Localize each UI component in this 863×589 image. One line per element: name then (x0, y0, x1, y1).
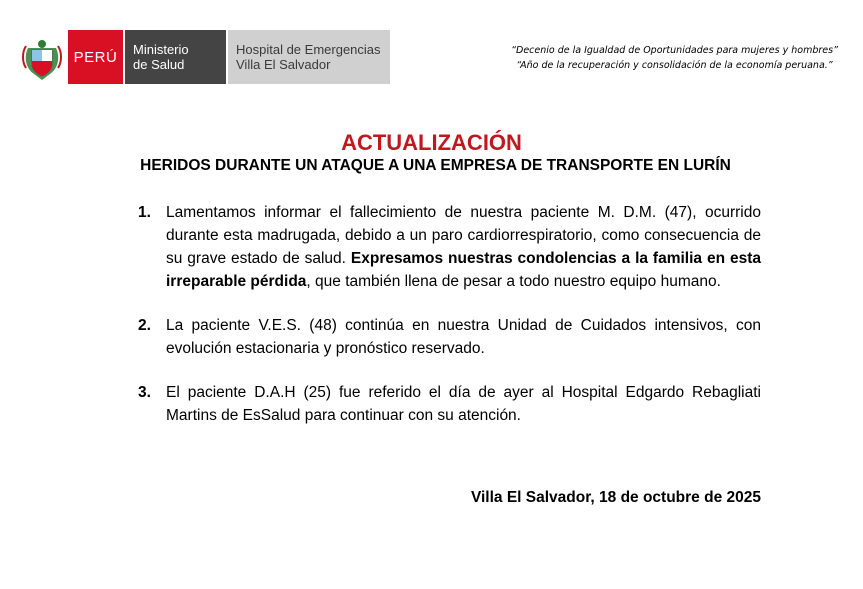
hospital-line-1: Hospital de Emergencias (236, 42, 381, 57)
coat-of-arms-icon (22, 38, 62, 82)
hospital-line-2: Villa El Salvador (236, 57, 331, 72)
ministry-logo (125, 30, 226, 84)
item-number: 1. (138, 204, 151, 221)
decade-line-1: “Decenio de la Igualdad de Oportunidades para mujeres y hombres” (511, 45, 838, 56)
item-text: Lamentamos informar el fallecimiento de nuestra paciente M. D.M. (47), ocurrido durante esta madrugada, debido a un paro cardiorrespiratorio, como consecuencia de su grave estado de salud. (166, 204, 761, 267)
peru-logo (68, 30, 123, 84)
page-header (20, 30, 850, 85)
item-number: 2. (138, 317, 151, 334)
item-text-bold: Expresamos nuestras condolencias a la familia en esta irreparable pérdida (166, 250, 761, 290)
item-text-end: , que también llena de pesar a todo nuestro equipo humano. (306, 273, 721, 290)
page-subtitle: HERIDOS DURANTE UN ATAQUE A UNA EMPRESA DE TRANSPORTE EN LURÍN (140, 157, 731, 174)
item-text: El paciente D.A.H (25) fue referido el día de ayer al Hospital Edgardo Rebagliati Martins de EsSalud para continuar con su atención. (166, 384, 761, 424)
list-item (138, 314, 761, 360)
peru-logo-text: PERÚ (73, 48, 118, 66)
update-list (138, 201, 761, 448)
ministry-line-1: Ministerio (133, 42, 189, 57)
hospital-logo (228, 30, 390, 84)
decade-motto (511, 43, 838, 73)
list-item (138, 201, 761, 293)
item-text: La paciente V.E.S. (48) continúa en nuestra Unidad de Cuidados intensivos, con evolución estacionaria y pronóstico reservado. (166, 317, 761, 357)
item-number: 3. (138, 384, 151, 401)
page-title: ACTUALIZACIÓN (341, 130, 522, 155)
list-item (138, 381, 761, 427)
decade-line-2: “Año de la recuperación y consolidación de la economía peruana.” (516, 60, 833, 71)
ministry-line-2: de Salud (133, 57, 185, 72)
place-date-signoff: Villa El Salvador, 18 de octubre de 2025 (470, 489, 761, 506)
